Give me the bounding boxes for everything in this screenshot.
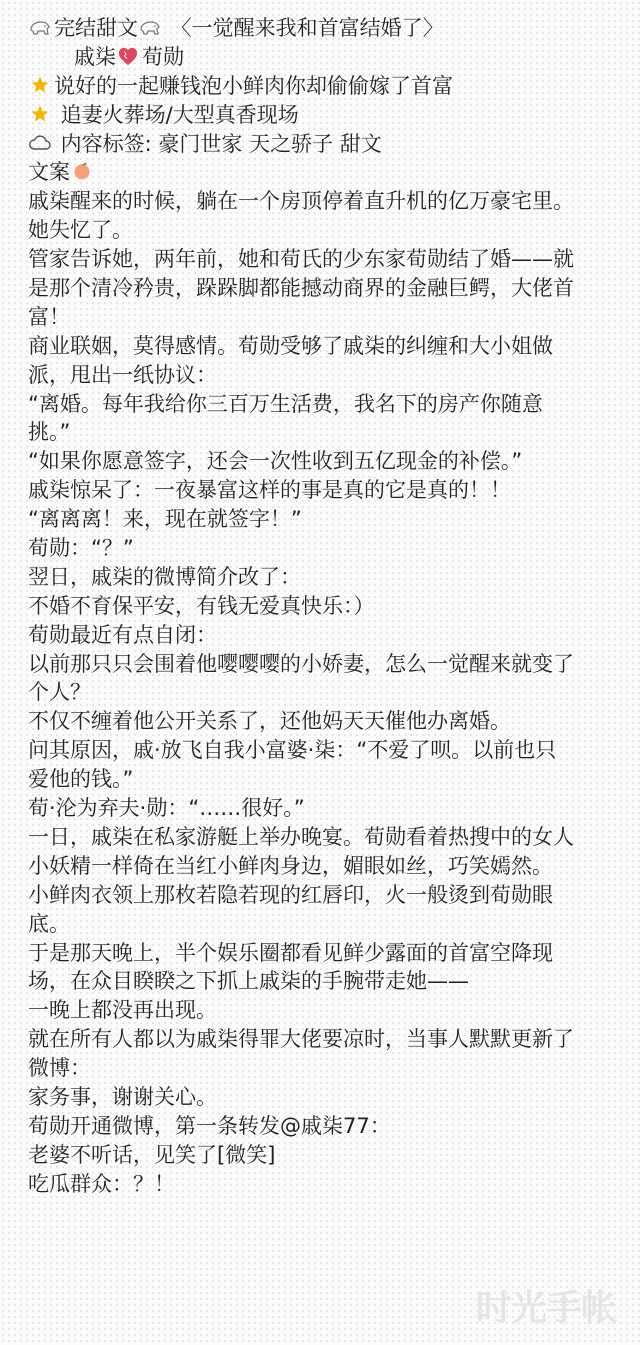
line-text: “离婚。每年我给你三百万生活费，我名下的房产你随意 bbox=[28, 391, 543, 416]
line-text: 荀勋：“？” bbox=[28, 536, 134, 561]
text-line bbox=[28, 505, 632, 534]
line-text: 一日，戚柒在私家游艇上举办晚宴。荀勋看着热搜中的女人 bbox=[28, 824, 574, 849]
line-text: 底。 bbox=[28, 911, 70, 936]
text-line bbox=[28, 101, 632, 130]
line-text: “离离离！来，现在就签字！” bbox=[28, 507, 302, 532]
text-line bbox=[28, 707, 632, 736]
text-line bbox=[28, 187, 632, 216]
text-line bbox=[28, 476, 632, 505]
line-text: 个人？ bbox=[28, 680, 91, 705]
elephant-icon bbox=[138, 17, 162, 37]
text-line bbox=[28, 823, 632, 852]
text-line bbox=[28, 852, 632, 881]
line-text: 荀勋 bbox=[142, 44, 184, 69]
line-text: 完结甜文 bbox=[54, 16, 138, 40]
line-text: 内容标签: 豪门世家 天之骄子 甜文 bbox=[54, 131, 382, 156]
star-icon bbox=[28, 104, 52, 124]
line-text: 她失忆了。 bbox=[28, 218, 133, 243]
line-text: 戚柒 bbox=[74, 44, 116, 69]
text-line bbox=[28, 1141, 632, 1170]
text-line bbox=[28, 1170, 632, 1199]
elephant-icon bbox=[28, 17, 52, 37]
text-line bbox=[28, 1025, 632, 1054]
line-text: 〈一觉醒来我和首富结婚了〉 bbox=[164, 16, 444, 40]
line-text: 一晚上都没再出现。 bbox=[28, 998, 217, 1023]
text-line bbox=[28, 765, 632, 794]
text-line bbox=[28, 650, 632, 679]
text-line bbox=[28, 447, 632, 476]
line-text: 不婚不育保平安，有钱无爱真快乐：） bbox=[28, 593, 375, 618]
line-text: 荀勋开通微博，第一条转发@戚柒77： bbox=[28, 1113, 391, 1138]
text-line bbox=[28, 794, 632, 823]
text-line bbox=[28, 303, 632, 332]
text-line bbox=[28, 563, 632, 592]
text-line bbox=[28, 1054, 632, 1083]
line-text: 老婆不听话，见笑了[微笑] bbox=[28, 1142, 276, 1167]
text-line bbox=[28, 996, 632, 1025]
line-text: 微博： bbox=[28, 1056, 91, 1081]
text-line bbox=[28, 72, 632, 101]
line-text: 以前那只只会围着他嘤嘤嘤的小娇妻，怎么一觉醒来就变了 bbox=[28, 651, 574, 676]
line-text: 商业联姻，莫得感情。荀勋受够了戚柒的纠缠和大小姐做 bbox=[28, 333, 553, 358]
line-text: 场，在众目睽睽之下抓上戚柒的手腕带走她—— bbox=[28, 969, 469, 994]
line-text: 戚柒惊呆了：一夜暴富这样的事是真的它是真的！！ bbox=[28, 478, 511, 503]
text-line bbox=[28, 361, 632, 390]
line-text: 是那个清冷矜贵，跺跺脚都能撼动商界的金融巨鳄，大佬首 bbox=[28, 276, 574, 301]
cloud-icon bbox=[28, 133, 52, 153]
line-text: 爱他的钱。” bbox=[28, 767, 134, 792]
line-text: 小鲜肉衣领上那枚若隐若现的红唇印，火一般烫到荀勋眼 bbox=[28, 882, 553, 907]
text-line bbox=[28, 1083, 632, 1112]
text-line bbox=[28, 216, 632, 245]
text-line bbox=[28, 332, 632, 361]
line-text: 说好的一起赚钱泡小鲜肉你却偷偷嫁了首富 bbox=[54, 73, 453, 98]
peach-icon bbox=[70, 161, 94, 181]
text-line bbox=[28, 967, 632, 996]
line-text: 文案 bbox=[28, 160, 70, 185]
line-text: 荀·沦为弃夫·勋：“……很好。” bbox=[28, 796, 305, 821]
heart-icon bbox=[116, 46, 140, 66]
article-body bbox=[28, 14, 632, 1199]
text-line bbox=[28, 881, 632, 910]
text-line bbox=[28, 910, 632, 939]
line-text: 于是那天晚上，半个娱乐圈都看见鲜少露面的首富空降现 bbox=[28, 940, 553, 965]
text-line bbox=[28, 939, 632, 968]
line-text: 问其原因，戚·放飞自我小富婆·柒：“不爱了呗。以前也只 bbox=[28, 738, 557, 763]
text-line bbox=[28, 592, 632, 621]
line-text: 戚柒醒来的时候，躺在一个房顶停着直升机的亿万豪宅里。 bbox=[28, 189, 574, 214]
line-text: 翌日，戚柒的微博简介改了： bbox=[28, 564, 301, 589]
line-text: 不仅不缠着他公开关系了，还他妈天天催他办离婚。 bbox=[28, 709, 511, 734]
line-text: 挑。” bbox=[28, 420, 71, 445]
text-line bbox=[28, 274, 632, 303]
line-text: 富！ bbox=[28, 304, 70, 329]
line-text: 荀勋最近有点自闭： bbox=[28, 622, 217, 647]
star-icon bbox=[28, 75, 52, 95]
text-line bbox=[28, 621, 632, 650]
text-line bbox=[28, 534, 632, 563]
text-line bbox=[28, 14, 632, 43]
text-line bbox=[28, 736, 632, 765]
watermark: 时光手帐 bbox=[475, 1288, 616, 1329]
text-line bbox=[28, 1112, 632, 1141]
text-line bbox=[28, 678, 632, 707]
line-text: 就在所有人都以为戚柒得罪大佬要凉时，当事人默默更新了 bbox=[28, 1027, 574, 1052]
line-text: 吃瓜群众：？！ bbox=[28, 1171, 175, 1196]
line-text: 派，甩出一纸协议： bbox=[28, 362, 217, 387]
line-text: 管家告诉她，两年前，她和荀氏的少东家荀勋结了婚——就 bbox=[28, 247, 574, 272]
line-text: 小妖精一样倚在当红小鲜肉身边，媚眼如丝，巧笑嫣然。 bbox=[28, 853, 553, 878]
text-line bbox=[28, 390, 632, 419]
text-line bbox=[28, 418, 632, 447]
line-text: 家务事，谢谢关心。 bbox=[28, 1084, 217, 1109]
line-text: 追妻火葬场/大型真香现场 bbox=[54, 102, 299, 127]
text-line bbox=[28, 43, 632, 72]
text-line bbox=[28, 158, 632, 187]
text-line bbox=[28, 245, 632, 274]
text-line bbox=[28, 130, 632, 159]
line-text: “如果你愿意签字，还会一次性收到五亿现金的补偿。” bbox=[28, 449, 523, 474]
